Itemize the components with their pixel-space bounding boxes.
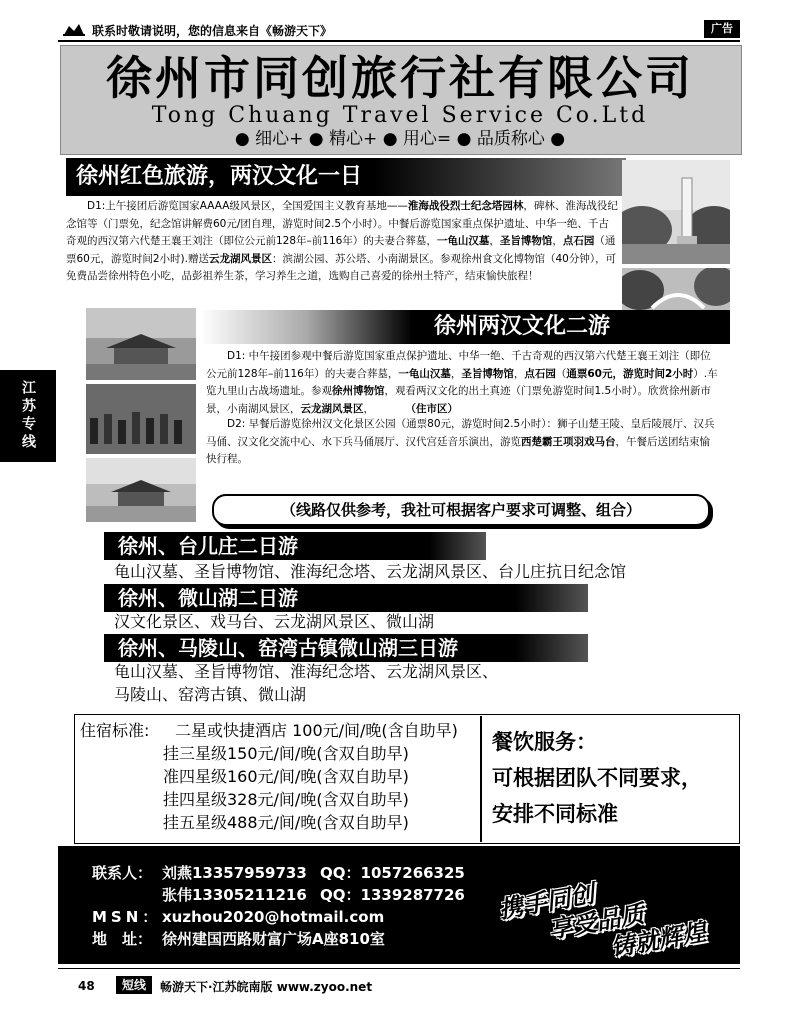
route1-description: 龟山汉墓、圣旨博物馆、淮海纪念塔、云龙湖风景区、台儿庄抗日纪念馆	[114, 562, 627, 581]
lodging-option: 挂五星级488元/间/晚(含双自助早)	[163, 813, 409, 832]
lodging-option: 挂三星级150元/间/晚(含双自助早)	[163, 744, 409, 763]
brand-slogan: 携手同创	[496, 879, 597, 925]
route-adjust-note: （线路仅供参考，我社可根据客户要求可调整、组合）	[212, 494, 710, 526]
page-number: 48	[78, 979, 95, 993]
company-name: 徐州市同创旅行社有限公司	[106, 51, 694, 105]
footer-text: 畅游天下·江苏皖南版 www.zyoo.net	[160, 980, 373, 994]
magazine-logo-icon	[62, 21, 86, 37]
company-slogan: ● 细心+ ● 精心+ ● 用心= ● 品质称心 ●	[234, 129, 566, 149]
contact-note: 联系时敬请说明，您的信息来自《畅游天下》	[92, 24, 333, 38]
dining-title: 餐饮服务：	[492, 730, 597, 754]
lodging-option: 准四星级160元/间/晚(含双自助早)	[163, 767, 409, 786]
top-divider	[58, 40, 740, 42]
route3-description-cont: 马陵山、窑湾古镇、微山湖	[114, 685, 307, 704]
tour2-day2: D2: 早餐后游览徐州汉文化景区公园（通票80元，游览时间2.5小时）：狮子山楚王陵、皇后陵展厅、汉兵马俑、汉文化交流中心、水下兵马俑展厅、汉代宫廷音乐演出，游览西楚霸王项羽戏马台，午餐后送团结束愉快行程。	[206, 418, 715, 465]
contact-name-phone: 张伟13305211216	[162, 886, 307, 904]
side-tab: 江苏专线	[0, 370, 56, 462]
address-label: 地 址：	[92, 930, 153, 948]
dining-line: 安排不同标准	[492, 802, 618, 826]
lodging-option: 挂四星级328元/间/晚(含双自助早)	[163, 790, 409, 809]
dining-line: 可根据团队不同要求，	[492, 766, 702, 790]
route2-description: 汉文化景区、戏马台、云龙湖风景区、微山湖	[114, 612, 435, 631]
han-culture-photos	[86, 308, 196, 522]
route2-title: 徐州、微山湖二日游	[104, 584, 588, 612]
msn-address: xuzhou2020@hotmail.com	[162, 908, 385, 926]
footer-divider	[58, 968, 740, 969]
memorial-tower-photo	[622, 160, 730, 264]
lodging-option: 二星或快捷酒店 100元/间/晚(含自助早)	[175, 721, 458, 740]
contact-qq: QQ：1339287726	[320, 886, 465, 904]
route1-title: 徐州、台儿庄二日游	[104, 532, 486, 560]
brand-slogan: 铸就辉煌	[608, 917, 709, 963]
footer-tag: 短线	[116, 976, 152, 994]
msn-label: MSN：	[92, 908, 162, 926]
contact-qq: QQ：1057266325	[320, 864, 465, 882]
brand-slogan: 享受品质	[546, 899, 647, 945]
ad-tag: 广告	[704, 20, 740, 38]
route3-description: 龟山汉墓、圣旨博物馆、淮海纪念塔、云龙湖风景区、	[114, 662, 499, 681]
lodging-divider	[480, 716, 482, 842]
tour2-day1: D1: 中午接团参观中餐后游览国家重点保护遗址、中华一绝、千古奇观的西汉第六代楚王襄王刘注（即位公元前128年–前116年）的夫妻合葬墓，一龟山汉墓，圣旨博物馆，点石园（通票60元，游览时间2小时）.车览九里山古战场遗址。参观徐州博物馆，观看两汉文化的出土真迹（门票免游览时间1.5小时）。欣赏徐州新市景，小南湖风景区，云龙湖风景区， （住市区）	[206, 350, 718, 415]
route3-title: 徐州、马陵山、窑湾古镇微山湖三日游	[104, 634, 588, 662]
street-address: 徐州建国西路财富广场A座810室	[162, 930, 385, 948]
tour1-description: D1:上午接团后游览国家AAAA级风景区，全国爱国主义教育基地——淮海战役烈士纪念塔园林，碑林、淮海战役纪念馆等（门票免，纪念馆讲解费60元/团自理，游览时间2.5个小时）。中餐后游览国家重点保护遗址、中华一绝、千古奇观的西汉第六代楚王襄王刘注（即位公元前128年–前116年）的夫妻合葬墓，一龟山汉墓，圣旨博物馆，点石园（通票60元，游览时间2小时).赠送云龙湖风景区：滨湖公园、苏公塔、小南湖景区。参观徐州食文化博物馆（40分钟），可免费品尝徐州特色小吃，品彭祖养生茶，学习养生之道，选购自己喜爱的徐州土特产，结束愉快旅程！	[66, 200, 618, 282]
lodging-label: 住宿标准:	[80, 721, 150, 740]
company-name-en: Tong Chuang Travel Service Co.Ltd	[151, 103, 649, 128]
tour1-title: 徐州红色旅游，两汉文化一日	[66, 158, 626, 196]
contact-label: 联系人：	[92, 864, 153, 882]
tour2-title: 徐州两汉文化二游	[200, 310, 730, 344]
contact-name-phone: 刘燕13357959733	[162, 864, 307, 882]
